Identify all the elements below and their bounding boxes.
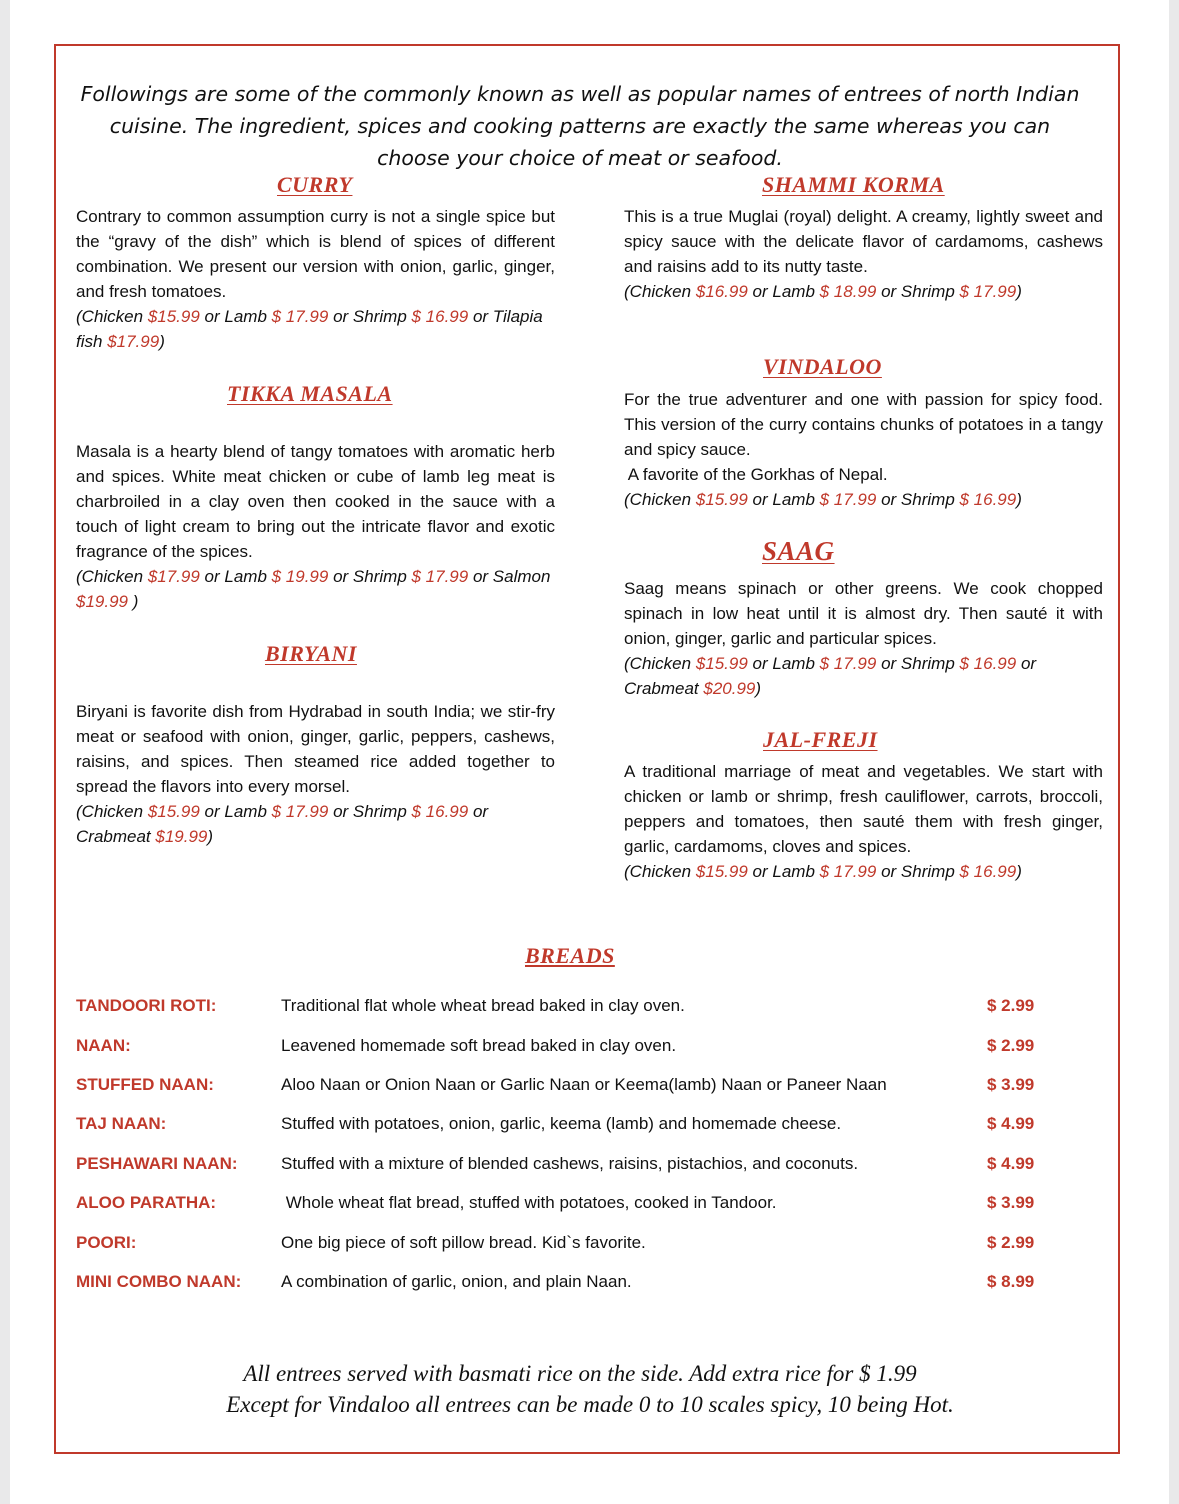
bread-name: TANDOORI ROTI: xyxy=(76,996,217,1015)
biryani-prices: (Chicken $15.99 or Lamb $ 17.99 or Shrimp $ 16.99 or Crabmeat $19.99) xyxy=(76,802,489,846)
vindaloo-prices: (Chicken $15.99 or Lamb $ 17.99 or Shrimp $ 16.99) xyxy=(624,490,1022,509)
biryani-section xyxy=(76,699,555,849)
vindaloo-description: For the true adventurer and one with passion for spicy food. This version of the curry contains chunks of potatoes in a tangy and spicy sauce. xyxy=(624,390,1103,459)
bread-row xyxy=(76,993,1076,1019)
bread-price: $ 4.99 xyxy=(987,1154,1035,1173)
bread-description: Stuffed with a mixture of blended cashews, raisins, pistachios, and coconuts. xyxy=(281,1154,859,1173)
saag-prices: (Chicken $15.99 or Lamb $ 17.99 or Shrimp $ 16.99 or Crabmeat $20.99) xyxy=(624,654,1037,698)
bread-row xyxy=(76,1072,1076,1098)
bread-description: Whole wheat flat bread, stuffed with potatoes, cooked in Tandoor. xyxy=(281,1193,777,1212)
shammi-korma-section xyxy=(624,204,1103,304)
tikka-masala-prices: (Chicken $17.99 or Lamb $ 19.99 or Shrimp $ 17.99 or Salmon $19.99 ) xyxy=(76,567,551,611)
shammi-korma-prices: (Chicken $16.99 or Lamb $ 18.99 or Shrimp $ 17.99) xyxy=(624,282,1022,301)
bread-name: MINI COMBO NAAN: xyxy=(76,1272,242,1291)
jal-freji-description: A traditional marriage of meat and vegetables. We start with chicken or lamb or shrimp, fresh cauliflower, carrots, broccoli, peppers and tomatoes, then sauté them with fresh ginger, garlic, cardamoms, cloves and spices. xyxy=(624,762,1103,856)
bread-price: $ 2.99 xyxy=(987,1233,1035,1252)
bread-price: $ 3.99 xyxy=(987,1193,1035,1212)
vindaloo-section xyxy=(624,387,1103,512)
bread-row xyxy=(76,1230,1076,1256)
jal-freji-section xyxy=(624,759,1103,884)
bread-description: Leavened homemade soft bread baked in clay oven. xyxy=(281,1036,677,1055)
vindaloo-heading: VINDALOO xyxy=(763,354,882,379)
bread-description: Aloo Naan or Onion Naan or Garlic Naan or Keema(lamb) Naan or Paneer Naan xyxy=(281,1075,887,1094)
breads-heading: BREADS xyxy=(525,943,615,968)
biryani-heading: BIRYANI xyxy=(265,641,357,666)
biryani-description: Biryani is favorite dish from Hydrabad in south India; we stir-fry meat or seafood with onion, ginger, garlic, peppers, cashews, raisins, and spices. Then steamed rice added together to spread the flavors into every morsel. xyxy=(76,702,555,796)
curry-prices: (Chicken $15.99 or Lamb $ 17.99 or Shrimp $ 16.99 or Tilapia fish $17.99) xyxy=(76,307,543,351)
bread-row xyxy=(76,1111,1076,1137)
shammi-korma-heading: SHAMMI KORMA xyxy=(762,172,945,197)
bread-row xyxy=(76,1190,1076,1216)
tikka-masala-section xyxy=(76,439,555,614)
bread-description: One big piece of soft pillow bread. Kid`s favorite. xyxy=(281,1233,646,1252)
footer-line-spice: Except for Vindaloo all entrees can be made 0 to 10 scales spicy, 10 being Hot. xyxy=(226,1392,954,1417)
bread-row xyxy=(76,1033,1076,1059)
bread-row xyxy=(76,1269,1076,1295)
bread-price: $ 2.99 xyxy=(987,1036,1035,1055)
bread-name: ALOO PARATHA: xyxy=(76,1193,217,1212)
curry-heading: CURRY xyxy=(277,172,353,197)
bread-description: A combination of garlic, onion, and plain Naan. xyxy=(281,1272,632,1291)
bread-row xyxy=(76,1151,1076,1177)
vindaloo-note: A favorite of the Gorkhas of Nepal. xyxy=(624,465,888,484)
bread-price: $ 8.99 xyxy=(987,1272,1035,1291)
curry-section xyxy=(76,204,555,354)
bread-description: Stuffed with potatoes, onion, garlic, keema (lamb) and homemade cheese. xyxy=(281,1114,842,1133)
bread-name: NAAN: xyxy=(76,1036,131,1055)
bread-description: Traditional flat whole wheat bread baked in clay oven. xyxy=(281,996,685,1015)
footer-line-rice: All entrees served with basmati rice on the side. Add extra rice for $ 1.99 xyxy=(243,1361,917,1386)
bread-name: PESHAWARI NAAN: xyxy=(76,1154,238,1173)
tikka-masala-description: Masala is a hearty blend of tangy tomatoes with aromatic herb and spices. White meat chicken or cube of lamb leg meat is charbroiled in a clay oven then cooked in the sauce with a touch of light cream to bring out the intricate flavor and exotic fragrance of the spices. xyxy=(76,442,555,561)
saag-description: Saag means spinach or other greens. We cook chopped spinach in low heat until it is almost dry. Then sauté it with onion, ginger, garlic and particular spices. xyxy=(624,579,1103,648)
bread-price: $ 2.99 xyxy=(987,996,1035,1015)
bread-name: STUFFED NAAN: xyxy=(76,1075,214,1094)
shammi-korma-description: This is a true Muglai (royal) delight. A creamy, lightly sweet and spicy sauce with the delicate flavor of cardamoms, cashews and raisins add to its nutty taste. xyxy=(624,207,1103,276)
intro-text: Followings are some of the commonly known as well as popular names of entrees of north Indian cuisine. The ingredient, spices and cooking patterns are exactly the same whereas you can choose your choice of meat or seafood. xyxy=(80,82,1080,170)
bread-name: TAJ NAAN: xyxy=(76,1114,167,1133)
jal-freji-heading: JAL-FREJI xyxy=(763,727,878,752)
bread-price: $ 3.99 xyxy=(987,1075,1035,1094)
bread-name: POORI: xyxy=(76,1233,137,1252)
footer-note xyxy=(150,1358,1010,1420)
saag-section xyxy=(624,576,1103,701)
jal-freji-prices: (Chicken $15.99 or Lamb $ 17.99 or Shrimp $ 16.99) xyxy=(624,862,1022,881)
curry-description: Contrary to common assumption curry is not a single spice but the “gravy of the dish” which is blend of spices of different combination. We present our version with onion, garlic, ginger, and fresh tomatoes. xyxy=(76,207,555,301)
tikka-masala-heading: TIKKA MASALA xyxy=(227,381,393,406)
saag-heading: SAAG xyxy=(762,536,835,566)
bread-price: $ 4.99 xyxy=(987,1114,1035,1133)
